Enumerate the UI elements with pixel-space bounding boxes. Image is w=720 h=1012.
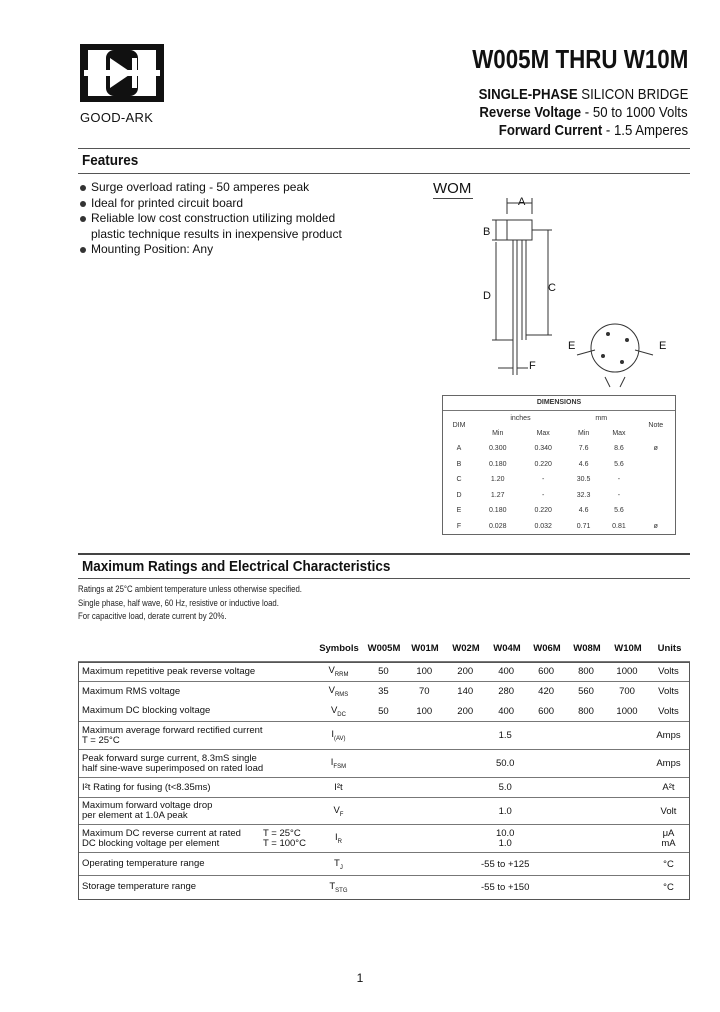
symbol-cell: $V_{DC}$ — [314, 702, 362, 722]
table-row — [443, 457, 675, 473]
value-cell: 5.0 — [362, 778, 648, 798]
cell: 0.032 — [534, 522, 552, 530]
cell: ø — [653, 445, 658, 453]
divider — [78, 148, 690, 149]
col-header: Symbols — [319, 642, 359, 654]
unit-cell: °C — [648, 853, 689, 876]
page-number: 1 — [356, 971, 364, 985]
value-cell: 50.0 — [362, 750, 648, 778]
cell: 5.6 — [614, 507, 624, 515]
list-item: Reliable low cost construction utilizing molded — [78, 211, 418, 227]
dim-label-b: B — [483, 226, 491, 238]
dim-label-e: E — [568, 340, 576, 352]
table-row — [79, 798, 689, 825]
value-cell: 800 — [566, 663, 606, 682]
unit-cell: Volts — [658, 686, 679, 698]
rating-notes — [78, 583, 302, 624]
unit-cell: Volt — [648, 798, 689, 825]
value-cell: 100 — [404, 702, 444, 722]
cell — [637, 488, 675, 504]
table-row — [79, 778, 689, 798]
table-row — [79, 876, 689, 899]
note-line: Ratings at 25°C ambient temperature unless otherwise specified. — [78, 584, 302, 595]
bullet-icon — [80, 185, 86, 191]
cell: 0.81 — [612, 522, 626, 530]
cell: 0.180 — [488, 507, 507, 515]
value-cell: 420 — [538, 686, 555, 698]
table-row — [443, 472, 675, 488]
dimensions-table — [442, 395, 676, 535]
unit-cell: Amps — [648, 722, 689, 750]
value-cell: 200 — [444, 702, 486, 722]
col-header: W005M — [367, 642, 401, 654]
value-cell: 140 — [457, 686, 474, 698]
cell: A — [456, 445, 462, 453]
value-cell: 400 — [486, 663, 526, 682]
table-row — [79, 663, 689, 682]
dim-label-d: D — [483, 290, 491, 302]
table-row — [443, 519, 675, 535]
features-heading: Features — [82, 152, 139, 169]
cell — [637, 503, 675, 519]
table-row — [79, 702, 689, 722]
cell: - — [542, 476, 545, 484]
symbol-cell: $I_{(AV)}$ — [314, 722, 362, 750]
param-cell: Maximum forward voltage drop per element at 1.0A peak — [79, 798, 314, 825]
package-name: WOM — [433, 180, 472, 197]
col-header: Note — [648, 422, 664, 430]
col-header: Max — [612, 429, 626, 437]
cell: 1.20 — [490, 476, 505, 484]
cell: 30.5 — [576, 476, 591, 484]
col-header: inches — [510, 414, 531, 422]
symbol-cell: I²t — [314, 778, 362, 798]
note-line: Single phase, half wave, 60 Hz, resistive or inductive load. — [78, 597, 279, 609]
note-line: For capacitive load, derate current by 20%. — [78, 611, 227, 622]
unit-cell: A²t — [648, 778, 689, 798]
cell: F — [456, 522, 462, 530]
cell: 4.6 — [578, 460, 589, 468]
cell — [637, 457, 675, 473]
table-row — [79, 682, 689, 702]
value-cell: 280 — [498, 686, 515, 698]
col-header: W02M — [452, 642, 480, 654]
param-cell: Maximum DC blocking voltage — [79, 702, 314, 722]
col-header: W10M — [614, 642, 642, 654]
value-cell: 1000 — [606, 702, 648, 722]
value-cell: 1.0 — [362, 798, 648, 825]
list-item: plastic technique results in inexpensive product — [91, 226, 342, 241]
value-cell: 600 — [526, 702, 566, 722]
unit-cell: Volts — [648, 702, 689, 722]
divider — [78, 173, 690, 174]
reverse-voltage: Reverse Voltage - 50 to 1000 Volts — [479, 104, 688, 121]
col-header: W06M — [533, 642, 561, 654]
symbol-cell: $V_{RMS}$ — [328, 685, 349, 699]
cell: C — [456, 476, 462, 484]
cell: 0.71 — [576, 522, 591, 530]
param-cell: Maximum RMS voltage — [82, 685, 181, 697]
list-item: Surge overload rating - 50 amperes peak — [78, 180, 418, 196]
param-cell: Maximum repetitive peak reverse voltage — [79, 663, 314, 682]
table-row — [79, 825, 689, 853]
table-title: DIMENSIONS — [443, 396, 675, 410]
unit-cell: μA mA — [648, 825, 689, 853]
company-name: GOOD-ARK — [80, 110, 154, 125]
table-row — [79, 750, 689, 778]
table-row — [443, 503, 675, 519]
cell: 0.028 — [488, 522, 507, 530]
cell: 4.6 — [578, 507, 589, 515]
col-header: Min — [492, 429, 504, 437]
dim-label-a: A — [518, 196, 526, 208]
value-cell: 200 — [444, 663, 486, 682]
cell: 0.220 — [534, 507, 552, 515]
symbol-cell: $T_J$ — [314, 853, 362, 876]
cell: 32.3 — [576, 491, 591, 499]
list-item: Mounting Position: Any — [78, 242, 418, 258]
col-header: W01M — [411, 642, 439, 654]
bullet-icon — [80, 216, 86, 222]
col-header: W04M — [493, 642, 521, 654]
list-item: Ideal for printed circuit board — [78, 196, 418, 212]
dim-label-e: E — [659, 340, 667, 352]
table-row — [79, 722, 689, 750]
cell: - — [617, 491, 621, 499]
param-cell: Maximum average forward rectified current T = 25°C — [79, 722, 314, 750]
cell: 0.300 — [488, 445, 507, 453]
divider — [78, 578, 690, 579]
value-cell: 1000 — [606, 663, 648, 682]
col-header: Max — [536, 429, 550, 437]
ratings-heading: Maximum Ratings and Electrical Characteristics — [82, 558, 391, 575]
symbol-cell: $V_{RRM}$ — [314, 663, 362, 682]
condition: T = 25°C T = 100°C — [263, 828, 306, 849]
features-list — [78, 180, 418, 258]
ratings-body — [78, 662, 690, 900]
cell: ø — [653, 522, 658, 530]
symbol-cell: $V_F$ — [314, 798, 362, 825]
param-cell: Peak forward surge current, 8.3mS single half sine-wave superimposed on rated load — [79, 750, 314, 778]
col-header: W08M — [573, 642, 601, 654]
value-cell: 10.0 1.0 — [362, 825, 648, 853]
unit-cell: Amps — [648, 750, 689, 778]
value-cell: 100 — [404, 663, 444, 682]
value-cell: 600 — [526, 663, 566, 682]
value-cell: 35 — [378, 686, 389, 698]
table-row — [79, 853, 689, 876]
value-cell: -55 to +150 — [481, 881, 530, 893]
value-cell: 50 — [362, 702, 404, 722]
symbol-cell: $T_{STG}$ — [329, 880, 348, 894]
cell: 5.6 — [614, 460, 624, 468]
param-cell: Storage temperature range — [82, 881, 197, 893]
ratings-table — [78, 636, 690, 900]
cell: - — [617, 476, 621, 484]
divider — [78, 553, 690, 555]
cell: B — [456, 460, 462, 468]
dim-label-f: F — [529, 360, 536, 372]
col-header: DIM — [452, 422, 466, 430]
forward-current: Forward Current - 1.5 Amperes — [498, 122, 688, 139]
product-type: SINGLE-PHASE SILICON BRIDGE — [478, 86, 688, 103]
page-title: W005M THRU W10M — [471, 44, 688, 74]
table-row — [443, 488, 675, 504]
package-drawing — [470, 190, 690, 390]
value-cell: -55 to +125 — [362, 853, 648, 876]
cell — [637, 472, 675, 488]
value-cell: 560 — [578, 686, 594, 698]
symbol-cell: $I_R$ — [314, 825, 362, 853]
dim-label-c: C — [548, 282, 556, 294]
col-header: Units — [657, 642, 682, 654]
col-header: mm — [595, 414, 608, 422]
symbol-cell: $I_{FSM}$ — [314, 750, 362, 778]
bullet-icon — [80, 201, 86, 207]
unit-cell: Volts — [648, 663, 689, 682]
cell: E — [456, 507, 462, 515]
bullet-icon — [80, 247, 86, 253]
cell: 1.27 — [490, 491, 505, 499]
value-cell: 800 — [566, 702, 606, 722]
value-cell: 50 — [362, 663, 404, 682]
cell: 0.180 — [488, 460, 507, 468]
col-header: Min — [577, 429, 590, 437]
value-cell: 400 — [486, 702, 526, 722]
unit-cell: °C — [663, 881, 674, 893]
table-row — [443, 441, 675, 457]
cell: 7.6 — [578, 445, 589, 453]
param-cell: Operating temperature range — [79, 853, 314, 876]
param-cell: I²t Rating for fusing (t<8.35ms) — [79, 778, 314, 798]
cell: 8.6 — [614, 445, 624, 453]
param-cell: Maximum DC reverse current at rated DC blocking voltage per element T = 25°C T = 100°C — [79, 825, 314, 853]
cell: D — [456, 491, 462, 499]
value-cell: 700 — [619, 686, 635, 698]
cell: - — [542, 491, 545, 499]
cell: 0.340 — [534, 445, 552, 453]
divider — [433, 198, 473, 199]
company-logo — [80, 44, 164, 102]
value-cell: 1.5 — [362, 722, 648, 750]
value-cell: 70 — [419, 686, 430, 698]
cell: 0.220 — [534, 460, 552, 468]
